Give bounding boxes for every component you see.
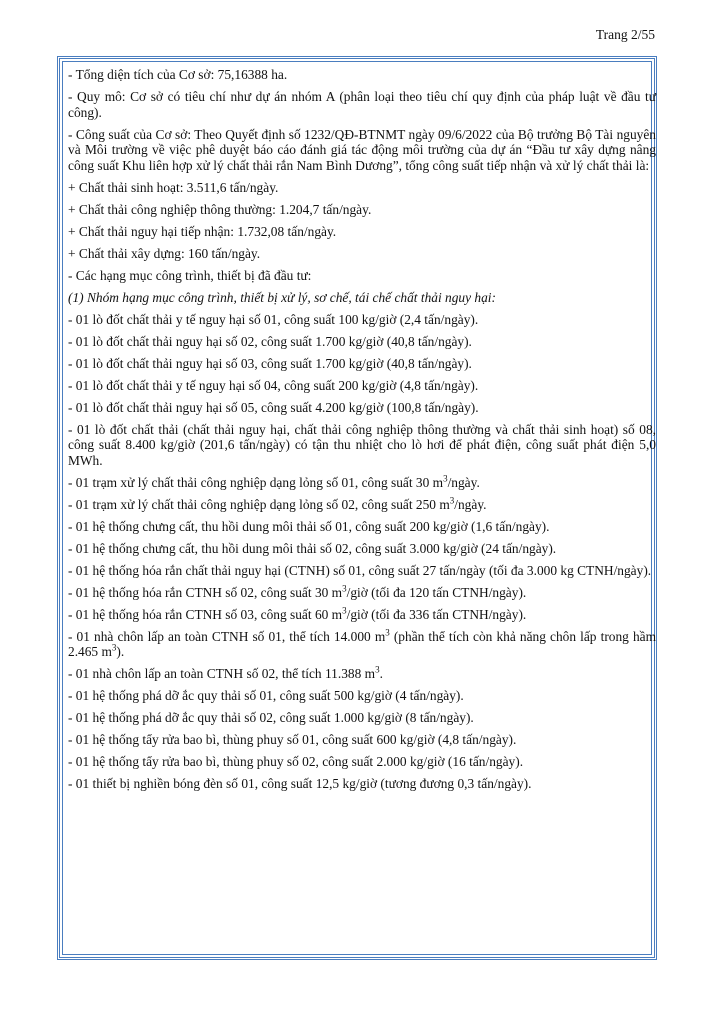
superscript: 3: [385, 627, 390, 638]
list-item-text-end: ).: [116, 644, 125, 660]
list-item: - 01 hệ thống tẩy rửa bao bì, thùng phuy số 02, công suất 2.000 kg/giờ (16 tấn/ngày).: [68, 754, 524, 770]
superscript: 3: [111, 642, 117, 653]
list-item: - 01 lò đốt chất thải (chất thải nguy hại, chất thải công nghiệp thông thường và chất thải sinh hoạt) số 08, công suất 8.400 kg/giờ (201,6 tấn/ngày) có tận thu nhiệt cho lò hơi để phát điện, công suất phát điện 5,0 MWh.: [68, 421, 656, 468]
paragraph-construction-waste: + Chất thải xây dựng: 160 tấn/ngày.: [68, 245, 261, 261]
list-item: [68, 585, 656, 601]
list-item: - 01 hệ thống hóa rắn chất thải nguy hại (CTNH) số 01, công suất 27 tấn/ngày (tối đa 3.000 kg CTNH/ngày).: [68, 562, 652, 578]
list-item: - 01 lò đốt chất thải nguy hại số 03, công suất 1.700 kg/giờ (40,8 tấn/ngày).: [68, 355, 472, 371]
list-item: [68, 629, 656, 660]
paragraph-total-area: - Tổng diện tích của Cơ sở: 75,16388 ha.: [68, 67, 288, 82]
paragraph-group-heading: (1) Nhóm hạng mục công trình, thiết bị xử lý, sơ chế, tái chế chất thải nguy hại:: [68, 289, 496, 305]
document-body: [68, 67, 656, 798]
list-item: - 01 hệ thống phá dỡ ắc quy thải số 01, công suất 500 kg/giờ (4 tấn/ngày).: [68, 688, 464, 704]
list-item-text: - 01 hệ thống hóa rắn CTNH số 03, công suất 60 m: [68, 606, 343, 622]
list-item: - 01 hệ thống chưng cất, thu hồi dung môi thải số 01, công suất 200 kg/giờ (1,6 tấn/ngày).: [68, 518, 550, 534]
superscript: 3: [342, 605, 347, 616]
list-item: - 01 hệ thống chưng cất, thu hồi dung môi thải số 02, công suất 3.000 kg/giờ (24 tấn/ngày).: [68, 540, 557, 556]
list-item: [68, 497, 656, 513]
list-item-text: - 01 trạm xử lý chất thải công nghiệp dạng lỏng số 02, công suất 250 m: [68, 496, 450, 512]
list-item-text-after: /ngày.: [447, 474, 480, 490]
list-item: [68, 475, 656, 491]
page-number: Trang 2/55: [595, 27, 655, 42]
list-item-text-after: /ngày.: [454, 496, 487, 512]
list-item: - 01 lò đốt chất thải y tế nguy hại số 01, công suất 100 kg/giờ (2,4 tấn/ngày).: [68, 311, 479, 327]
superscript: 3: [342, 583, 347, 594]
paragraph-domestic-waste: + Chất thải sinh hoạt: 3.511,6 tấn/ngày.: [68, 179, 279, 195]
list-item: [68, 666, 656, 682]
list-item-text: - 01 nhà chôn lấp an toàn CTNH số 02, thể tích 11.388 m: [68, 666, 376, 682]
list-item-text: - 01 hệ thống hóa rắn CTNH số 02, công suất 30 m: [68, 584, 343, 600]
paragraph-scale: - Quy mô: Cơ sở có tiêu chí như dự án nhóm A (phân loại theo tiêu chí quy định của pháp luật về đầu tư công).: [68, 88, 656, 120]
list-item-text-after: /giờ (tối đa 336 tấn CTNH/ngày).: [346, 606, 527, 622]
list-item: - 01 lò đốt chất thải y tế nguy hại số 04, công suất 200 kg/giờ (4,8 tấn/ngày).: [68, 377, 479, 393]
paragraph-capacity: - Công suất của Cơ sở: Theo Quyết định số 1232/QĐ-BTNMT ngày 09/6/2022 của Bộ trưởng Bộ Tài nguyên và Môi trường về việc phê duyệt báo cáo đánh giá tác động môi trường của dự án “Đầu tư xây dựng nâng công suất Khu liên hợp xử lý chất thải rắn Nam Bình Dương”, tổng công suất tiếp nhận và xử lý chất thải là:: [68, 126, 656, 173]
list-item-text: - 01 nhà chôn lấp an toàn CTNH số 01, thể tích 14.000 m: [68, 628, 386, 644]
list-item: - 01 lò đốt chất thải nguy hại số 05, công suất 4.200 kg/giờ (100,8 tấn/ngày).: [68, 399, 479, 415]
paragraph-industrial-waste: + Chất thải công nghiệp thông thường: 1.204,7 tấn/ngày.: [68, 201, 372, 217]
list-item: - 01 hệ thống tẩy rửa bao bì, thùng phuy số 01, công suất 600 kg/giờ (4,8 tấn/ngày).: [68, 732, 517, 748]
list-item-text-after: /giờ (tối đa 120 tấn CTNH/ngày).: [346, 584, 527, 600]
list-item: - 01 lò đốt chất thải nguy hại số 02, công suất 1.700 kg/giờ (40,8 tấn/ngày).: [68, 333, 472, 349]
list-item-text: - 01 trạm xử lý chất thải công nghiệp dạng lỏng số 01, công suất 30 m: [68, 474, 444, 490]
superscript: 3: [443, 473, 448, 484]
list-item-text-after: (phần thể tích còn khả năng chôn lấp trong hầm 2.465 m: [68, 628, 657, 660]
list-item: [68, 607, 656, 623]
superscript: 3: [449, 495, 455, 506]
paragraph-items-heading: - Các hạng mục công trình, thiết bị đã đầu tư:: [68, 267, 312, 283]
list-item-text-after: .: [379, 666, 383, 682]
superscript: 3: [375, 664, 380, 675]
paragraph-hazardous-waste: + Chất thải nguy hại tiếp nhận: 1.732,08 tấn/ngày.: [68, 223, 337, 239]
list-item: - 01 hệ thống phá dỡ ắc quy thải số 02, công suất 1.000 kg/giờ (8 tấn/ngày).: [68, 710, 474, 726]
list-item: - 01 thiết bị nghiền bóng đèn số 01, công suất 12,5 kg/giờ (tương đương 0,3 tấn/ngày).: [68, 776, 532, 792]
